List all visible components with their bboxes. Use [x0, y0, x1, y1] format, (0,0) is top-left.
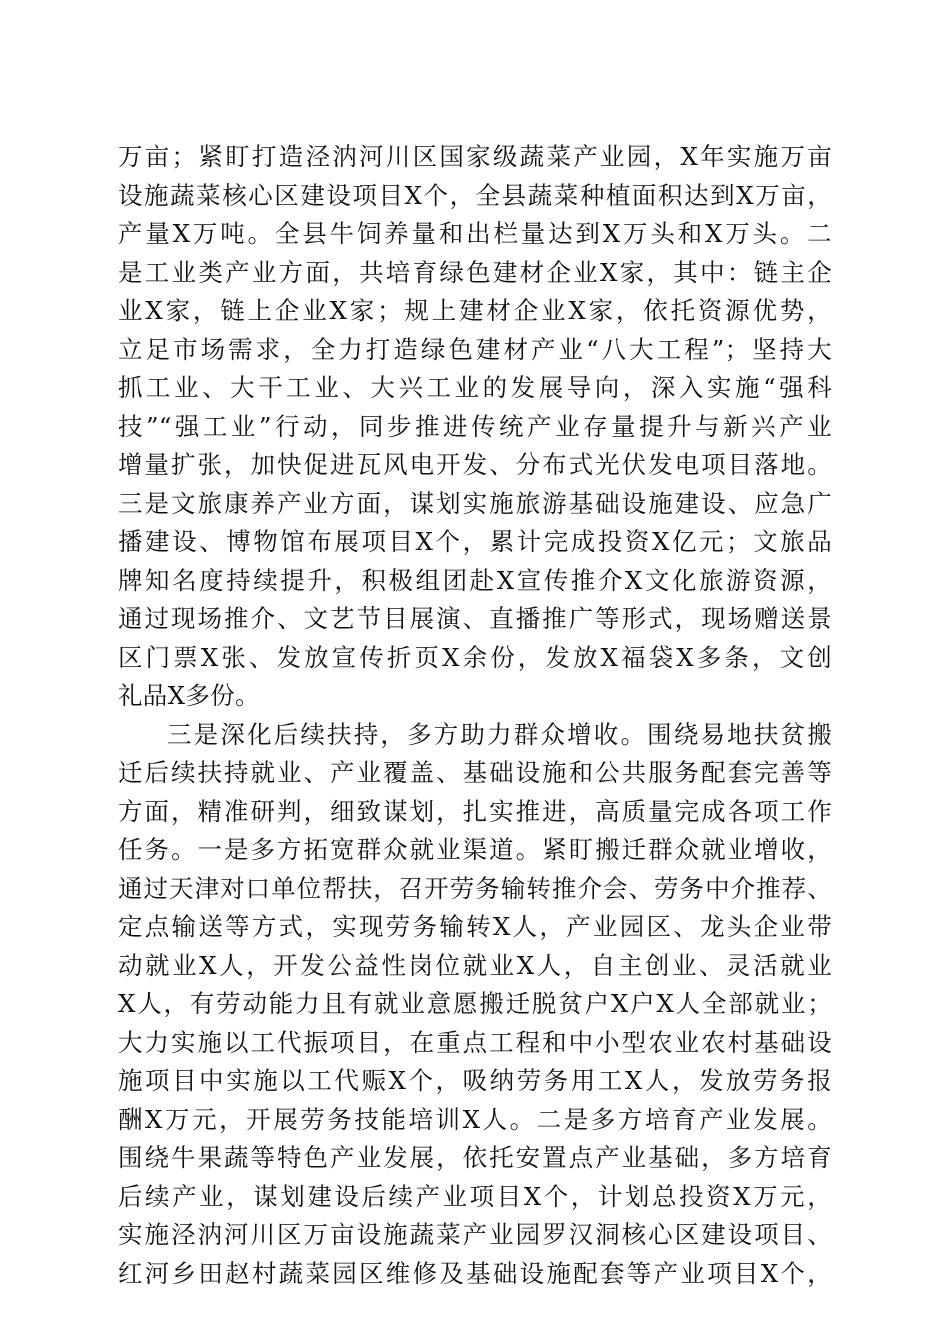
text-line: 礼品X多份。: [118, 681, 260, 710]
text-line: 围绕牛果蔬等特色产业发展，依托安置点产业基础，多方培育: [118, 1143, 832, 1172]
text-line: 技”“强工业”行动，同步推进传统产业存量提升与新兴产业: [118, 411, 832, 441]
text-line: 后续产业，谋划建设后续产业项目X个，计划总投资X万元，: [118, 1181, 832, 1211]
text-line: 三是文旅康养产业方面，谋划实施旅游基础设施建设、应急广: [118, 488, 832, 518]
text-line: 动就业X人，开发公益性岗位就业X人，自主创业、灵活就业: [118, 950, 832, 980]
text-line: 通过天津对口单位帮扶，召开劳务输转推介会、劳务中介推荐、: [118, 873, 832, 903]
text-line: 方面，精准研判，细致谋划，扎实推进，高质量完成各项工作: [118, 796, 832, 826]
text-line: 通过现场推介、文艺节目展演、直播推广等形式，现场赠送景: [118, 604, 832, 633]
text-line: 任务。一是多方拓宽群众就业渠道。紧盯搬迁群众就业增收，: [118, 835, 832, 864]
text-line: 立足市场需求，全力打造绿色建材产业“八大工程”；坚持大: [118, 334, 832, 364]
text-line: 牌知名度持续提升，积极组团赴X宣传推介X文化旅游资源，: [118, 565, 832, 595]
text-line: 施项目中实施以工代赈X个，吸纳劳务用工X人，发放劳务报: [118, 1066, 832, 1095]
text-line: 增量扩张，加快促进瓦风电开发、分布式光伏发电项目落地。: [118, 450, 832, 479]
text-line: X人，有劳动能力且有就业意愿搬迁脱贫户X户X人全部就业；: [118, 989, 832, 1018]
text-line: 抓工业、大干工业、大兴工业的发展导向，深入实施“强科: [118, 373, 832, 402]
text-line: 产量X万吨。全县牛饲养量和出栏量达到X万头和X万头。二: [118, 219, 832, 248]
text-line: 区门票X张、发放宣传折页X余份，发放X福袋X多条，文创: [118, 642, 832, 672]
text-line: 迁后续扶持就业、产业覆盖、基础设施和公共服务配套完善等: [118, 758, 832, 787]
text-line: 实施泾汭河川区万亩设施蔬菜产业园罗汉洞核心区建设项目、: [118, 1220, 832, 1249]
text-line: 大力实施以工代振项目，在重点工程和中小型农业农村基础设: [118, 1027, 832, 1057]
body-text: [118, 138, 832, 1293]
text-line: 定点输送等方式，实现劳务输转X人，产业园区、龙头企业带: [118, 912, 832, 941]
text-line: 三是深化后续扶持，多方助力群众增收。围绕易地扶贫搬: [167, 719, 832, 749]
text-line: 是工业类产业方面，共培育绿色建材企业X家，其中：链主企: [118, 257, 832, 287]
text-line: 万亩；紧盯打造泾汭河川区国家级蔬菜产业园，X年实施万亩: [118, 142, 832, 171]
text-line: 播建设、博物馆布展项目X个，累计完成投资X亿元；文旅品: [118, 527, 832, 556]
text-line: 红河乡田赵村蔬菜园区维修及基础设施配套等产业项目X个，: [118, 1258, 832, 1288]
text-line: 业X家，链上企业X家；规上建材企业X家，依托资源优势，: [118, 296, 832, 325]
text-line: 设施蔬菜核心区建设项目X个，全县蔬菜种植面积达到X万亩，: [118, 180, 832, 210]
text-line: 酬X万元，开展劳务技能培训X人。二是多方培育产业发展。: [118, 1104, 832, 1134]
